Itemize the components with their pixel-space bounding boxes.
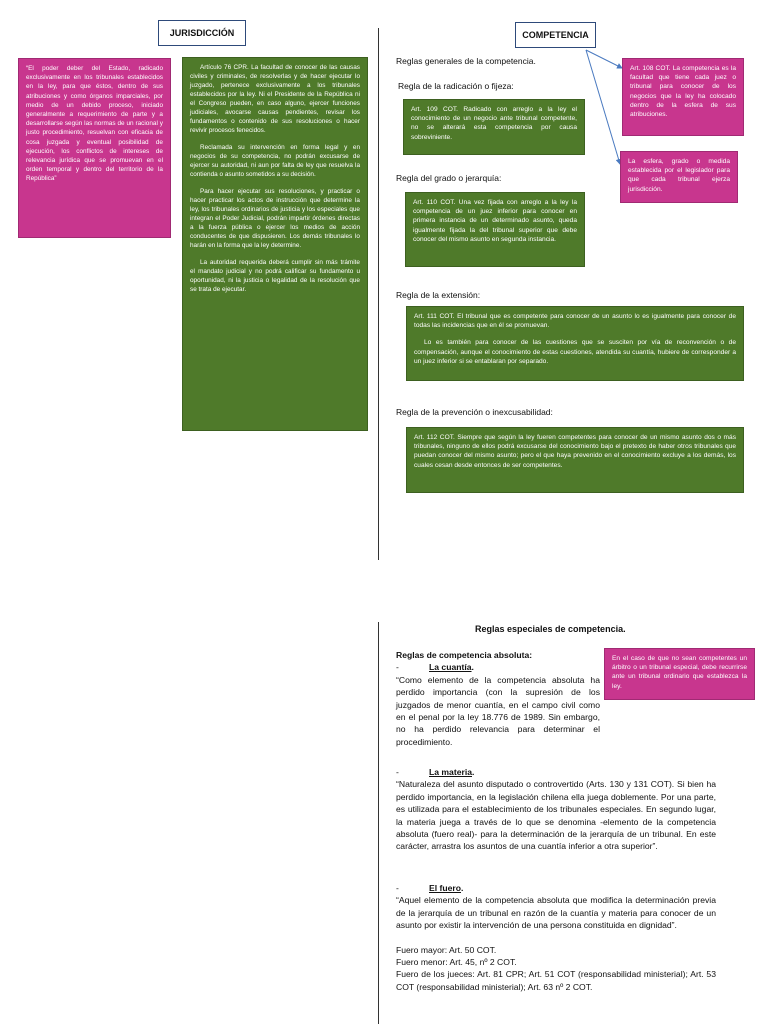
bullet-dash: - <box>396 662 399 673</box>
art-111-text: Art. 111 COT. El tribunal que es competente para conocer de un asunto lo es igualmente para conocer de todas las incidencias que en él se promuevan. <box>414 313 736 330</box>
period: . <box>471 662 474 673</box>
art-112-text: Art. 112 COT. Siempre que según la ley fueren competentes para conocer de un mismo asunto dos o más tribunales, ninguno de ellos podrá excusarse del conocimiento bajo el pretexto de haber otros tribunales que puedan conocer del mismo asunto; pero el que haya prevenido en el conocimiento excluye a los demás, los cuales cesan desde entonces de ser competentes. <box>414 434 736 469</box>
art-110-text: Art. 110 COT. Una vez fijada con arreglo a la ley la competencia de un juez inferior para conocer en primera instancia de un determinado asunto, queda igualmente fijada la del tribunal superior que debe conocer del mismo asunto en segunda instancia. <box>413 199 577 243</box>
art-111-text: Lo es también para conocer de las cuestiones que se susciten por vía de reconvención o de compensación, aunque el conocimiento de estas cuestiones, atendida su cuantía, hubiere de corresponder a un juez inferior si se entablaran por separado. <box>414 339 736 365</box>
art-110-box <box>405 192 585 267</box>
art-76-box <box>182 57 368 431</box>
rule-heading: Regla de la prevención o inexcusabilidad: <box>396 407 553 417</box>
column-divider <box>378 28 379 560</box>
art-109-box <box>403 99 585 155</box>
fuero-line: Fuero de los jueces: Art. 81 CPR; Art. 51 COT (responsabilidad ministerial); Art. 53 COT (responsabilidad ministerial); Art. 63 nº 2 COT. <box>396 969 716 992</box>
bullet-dash: - <box>396 767 399 777</box>
general-rules-heading: Reglas generales de la competencia. <box>396 56 536 66</box>
cuantia-heading <box>396 661 600 673</box>
art-76-paragraph: Reclamada su intervención en forma legal y en negocios de su competencia, no podrán excusarse de ejercer su autoridad, ni aun por falta de ley que resuelva la contienda o asunto sometidos a su decisión. <box>190 144 360 178</box>
arrow-to-definition <box>586 50 622 68</box>
cuantia-text: “Como elemento de la competencia absoluta ha perdido importancia (con la supresión de los juzgados de menor cuantía, en el campo civil como en el penal por la ley 18.776 de 1989. Sin embargo, no ha perdido relevancia para determinar el procedimiento. <box>396 674 600 747</box>
art-109-text: Art. 109 COT. Radicado con arreglo a la ley el conocimiento de un negocio ante tribunal competente, no se alterará esta competencia por causa sobreviniente. <box>411 106 577 141</box>
arbitro-note-box <box>604 648 755 700</box>
fuero-heading <box>396 882 716 894</box>
bullet-dash: - <box>396 883 399 893</box>
materia-text: “Naturaleza del asunto disputado o controvertido (Arts. 130 y 131 COT). Si bien ha perdido importancia, en la legislación chilena ella juega doblemente. Por una parte, es utilizada para el establecimiento de los tribunales especiales. En segundo lugar, la materia juega a través de lo que se denomina -elemento de la competencia absoluta (fuero real)- para la determinación de la jerarquía de un tribunal. En este carácter, arrastra los asuntos de una cuantía inferior a otra superior”. <box>396 779 716 852</box>
materia-heading <box>396 766 716 778</box>
materia-section <box>396 766 716 853</box>
fuero-line: Fuero mayor: Art. 50 COT. <box>396 944 497 955</box>
materia-label: La materia <box>429 767 472 777</box>
art-76-paragraph: La autoridad requerida deberá cumplir sin más trámite el mandato judicial y no podrá calificar su fundamento u oportunidad, ni la justicia o legalidad de la resolución que se trata de ejecutar. <box>190 259 360 293</box>
art-111-box <box>406 306 744 381</box>
period: . <box>472 767 475 777</box>
rule-heading: Regla del grado o jerarquía: <box>396 173 502 183</box>
fuero-section <box>396 882 716 993</box>
art-76-paragraph: Para hacer ejecutar sus resoluciones, y practicar o hacer practicar los actos de instrucción que determine la ley, los tribunales ordinarios de justicia y los especiales que integran el Poder Judicial, podrán impartir órdenes directas a la fuerza pública o ejercer los medios de acción conducentes de que dispusieren. Los demás tribunales lo harán en la forma que la ley determine. <box>190 188 360 249</box>
absoluta-heading: Reglas de competencia absoluta: <box>396 650 533 660</box>
art-108-box <box>622 58 744 136</box>
competencia-title: COMPETENCIA <box>515 22 596 48</box>
jurisdiccion-definition-box <box>18 58 171 238</box>
especiales-title: Reglas especiales de competencia. <box>475 624 626 634</box>
art-112-box <box>406 427 744 493</box>
art-76-paragraph: Artículo 76 CPR. La facultad de conocer de las causas civiles y criminales, de resolverlas y de hacer ejecutar lo juzgado, pertenece exclusivamente a los tribunales establecidos por la ley. Ni el Presidente de la República ni el Congreso pueden, en caso alguno, ejercer funciones judiciales, avocarse causas pendientes, revisar los fundamentos o contenido de sus resoluciones o hacer revivir procesos fenecidos. <box>190 64 360 134</box>
arbitro-note-text: En el caso de que no sean competentes un árbitro o un tribunal especial, debe recurrirse ante un tribunal ordinario que establezca la ley. <box>612 655 747 690</box>
rule-heading: Regla de la extensión: <box>396 290 481 300</box>
jurisdiccion-definition-text: “El poder deber del Estado, radicado exclusivamente en los tribunales establecidos en la ley, para que éstos, dentro de sus atribuciones y como órganos imparciales, por medio de un debido proceso, iniciado generalmente a requerimiento de parte y a desarrollarse según las normas de un racional y justo procedimiento, resuelvan con eficacia de cosa juzgada y eventual posibilidad de ejecución, los conflictos de intereses de relevancia jurídica que se promuevan en el orden temporal y dentro del territorio de la República” <box>26 65 163 183</box>
period: . <box>461 883 464 893</box>
fuero-line: Fuero menor: Art. 45, nº 2 COT. <box>396 957 517 968</box>
art-108-text: Art. 108 COT. La competencia es la facultad que tiene cada juez o tribunal para conocer de los negocios que la ley ha colocado dentro de la esfera de sus atribuciones. <box>630 65 736 119</box>
especiales-body <box>396 649 600 748</box>
column-divider <box>378 622 379 1024</box>
esfera-note-box <box>620 151 738 203</box>
arrow-to-esfera <box>586 50 620 164</box>
fuero-text: “Aquel elemento de la competencia absoluta que modifica la determinación previa de la jerarquía de un tribunal en razón de la cuantía y materia para conocer de un asunto por existir la intervención de una persona constituida en dignidad”. <box>396 895 716 931</box>
fuero-label: El fuero <box>429 883 461 893</box>
jurisdiccion-title: JURISDICCIÓN <box>158 20 246 46</box>
rule-heading: Regla de la radicación o fijeza: <box>398 81 514 91</box>
esfera-note-text: La esfera, grado o medida establecida por el legislador para que cada tribunal ejerza jurisdicción. <box>628 158 730 193</box>
cuantia-label: La cuantía <box>429 662 472 673</box>
